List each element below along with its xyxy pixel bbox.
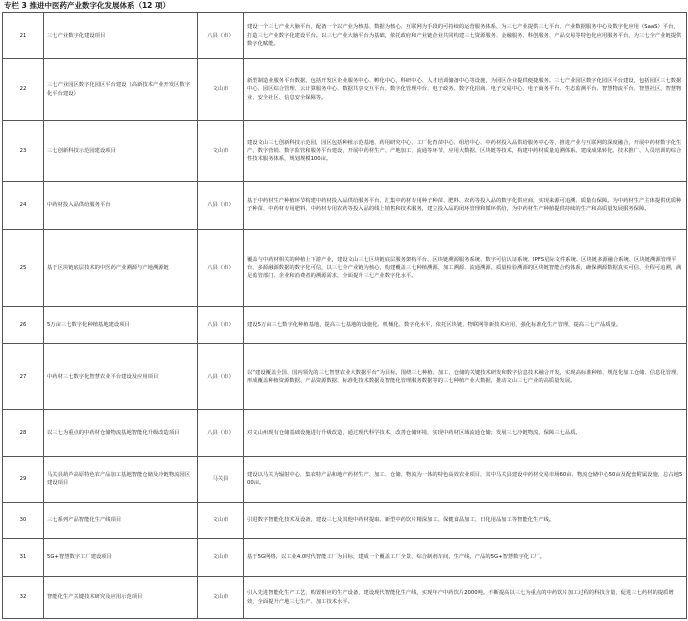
table-row xyxy=(3,182,687,230)
project-description: 基于中药材生产种植环节构建中药材投入品供给服务平台，汇集中药材专用种子种苗、肥料、农药等投入品的数字化供应商，实现来源可追溯、质量有保障。为中药材生产主体提供优质种子种苗、中药材专用肥料、中药材专用农药等投入品的线上销售和技术服务，建立投入品的闭环管理和循环供给，为中药材生产种植提供持续的生产和高质量发展服务保障。 xyxy=(244,182,687,230)
project-name: 三七创新科技示范园建设项目 xyxy=(44,120,198,181)
table-row xyxy=(3,344,687,410)
project-name: 三七产业园区数字化园区平台建设（高新技术产业开发区数字化平台建设） xyxy=(44,59,198,120)
project-description: 引入先进智能化生产工艺，购置相应的生产设备，建设现代智能化生产线，实现年产中药饮片2000吨。不断提高以三七为重点的中药饮片加工过程的科技含量，促进三七药材的提质增效，全面提升产地三七生产、加工技术水平。 xyxy=(244,577,687,619)
project-description: 以“建设覆盖全国、国内领先的三七智慧农业大数据平台”为目标，围绕三七种植、加工、仓储的关键技术研发和数字信息技术融合开发，实现高标准种植、规范化加工仓储、信息化管理，形成覆盖种植资源数据、产品资源数据、标准化技术数据及智能化管理服务数据等的三七种植产业大数据，推动文山三七产业的高质量发展。 xyxy=(244,344,687,410)
project-number: 25 xyxy=(3,229,44,307)
project-number: 24 xyxy=(3,182,44,230)
project-county: 八县（市） xyxy=(198,13,244,59)
project-description: 对文山州现有仓储基础设施进行升级改造，通过现代科学技术，改善仓储环境，实现中药材区域流通仓储；发展三七冷链物流，保障三七品质。 xyxy=(244,410,687,456)
table-row xyxy=(3,503,687,539)
project-county: 文山市 xyxy=(198,120,244,181)
project-name: 5G+智慧数字工厂建设项目 xyxy=(44,538,198,576)
project-description: 建设以马关为辐射中心，集农特产品和地产药材生产、加工、仓储、物流为一体的特色高效农业项目，其中马关县建设中药材交易市场60亩、物流仓储中心50亩及配套附属设施，总占地500亩。 xyxy=(244,456,687,502)
table-caption: 专栏 3 推进中医药产业数字化发展体系（12 项） xyxy=(4,1,170,10)
project-number: 27 xyxy=(3,344,44,410)
project-description: 建设一个三七产业大脑平台，配备一个以产业为核基、数据为核心、互联网为手段的可持续的运营服务体系，为三七产业提供三七平台、产业数据服务中心及数字化应用（SaaS）平台，打造三七产业数字化建设平台。以三七产业大脑平台为基础，依托政府和产业链企业共同构建三七资源服务、金融服务、科创服务、产品交易等特色化应用服务平台，为三七全产业链提供数字化赋能。 xyxy=(244,13,687,59)
project-county: 八县（市） xyxy=(198,307,244,344)
table-row xyxy=(3,307,687,344)
project-county: 八县（市） xyxy=(198,229,244,307)
project-county: 八县（市） xyxy=(198,344,244,410)
project-name: 三七系列产品智能化生产线项目 xyxy=(44,503,198,539)
project-county: 文山市 xyxy=(198,503,244,539)
table-row xyxy=(3,456,687,502)
project-description: 引进数字智能化技术及设备，建设三七及其他中药材提取、新型中药饮片精深加工、保健食品加工、日化用品加工等智能化生产线。 xyxy=(244,503,687,539)
project-number: 22 xyxy=(3,59,44,120)
project-number: 31 xyxy=(3,538,44,576)
project-name: 中药材投入品供给服务平台 xyxy=(44,182,198,230)
project-number: 30 xyxy=(3,503,44,539)
project-county: 文山市 xyxy=(198,59,244,120)
project-description: 基于5G网络，以工业4.0时代智能工厂为目标，建成一个覆盖工厂全景、综合制剂车间、生产线、产品的5G+智慧数字化工厂。 xyxy=(244,538,687,576)
project-number: 23 xyxy=(3,120,44,181)
project-number: 32 xyxy=(3,577,44,619)
project-name: 三七产业数字化建设项目 xyxy=(44,13,198,59)
table-row xyxy=(3,120,687,181)
project-number: 29 xyxy=(3,456,44,502)
table-row xyxy=(3,538,687,576)
project-county: 八县（市） xyxy=(198,182,244,230)
table-row xyxy=(3,13,687,59)
project-name: 5万亩三七数字化种植基地建设项目 xyxy=(44,307,198,344)
project-number: 26 xyxy=(3,307,44,344)
project-table xyxy=(2,12,687,619)
project-county: 文山市 xyxy=(198,577,244,619)
project-name: 以三七为重点的中药材仓储物流基地智能化升级改造项目 xyxy=(44,410,198,456)
project-county: 八县（市） xyxy=(198,410,244,456)
project-county: 文山市 xyxy=(198,538,244,576)
table-row xyxy=(3,410,687,456)
project-name: 马关县葫芦高原特色农产品加工基地智能仓储及冷链物流园区建设项目 xyxy=(44,456,198,502)
project-number: 28 xyxy=(3,410,44,456)
table-row xyxy=(3,577,687,619)
table-row xyxy=(3,229,687,307)
project-county: 马关县 xyxy=(198,456,244,502)
project-description: 新型制造业服务平台数据，包括开发区企业服务中心、孵化中心、科研中心、人才培训储备中心等设施，为园区企业提供便捷服务。三七产业园区数字化园区平台建设，包括园区三七数据中心、园区综合管理、云计算服务中心、数据共享交互平台、数字化管理中台、电子政务、数字化招商、电子交易中心、电子商务平台、生态监测平台、智慧物流平台、智慧社区、智慧物业、安全社区、信息安全保障等。 xyxy=(244,59,687,120)
project-description: 建设文山三七创新科技示范园，园区包括种植示范基地、药用研究中心、工厂化育苗中心、组培中心、中药材投入品供给服务中心等，推进产业与互联网的深度融合，开展中药材数字化生产、数字营销、数字监管和服务平台建设，开展中药材生产、产地加工、流通等环节，应用大数据、区块链等技术，构建中药材质量追溯体系。建成成果转化、技术推广、人员培训的综合性技术服务体系，规划规模100亩。 xyxy=(244,120,687,181)
project-name: 基于区块链底层技术的中医药产业溯源与产地溯源链 xyxy=(44,229,198,307)
project-table-body xyxy=(3,13,687,619)
project-name: 中药材三七数字化智慧农业平台建设及应用项目 xyxy=(44,344,198,410)
project-description: 建设5万亩三七数字化种植基地，提高三七基地的设施化、机械化、数字化水平，依托区块链、物联网等新技术应用，强化标准化生产管理，提高三七产品质量。 xyxy=(244,307,687,344)
table-row xyxy=(3,59,687,120)
project-number: 21 xyxy=(3,13,44,59)
project-name: 智能化生产关键技术研究及应用示范项目 xyxy=(44,577,198,619)
project-description: 覆盖与中药材相关的种植上下游产业，建设文山三七区块链底层服务架构平台、区块链溯源服务系统、数字可信认证系统、IPFS星际文件系统、区块链多源融合系统、区块链溯源管理平台，多源融源数据的数字化可信，以三七全产业链为核心，构建覆盖三七种植溯源、加工溯源、流通溯源、质量检验溯源的区块链智能合约体系，确保溯源数据真实可信、全程可追溯，满足监管部门、企业和消费者的溯源需求，全面提升三七产业数字化水平。 xyxy=(244,229,687,307)
